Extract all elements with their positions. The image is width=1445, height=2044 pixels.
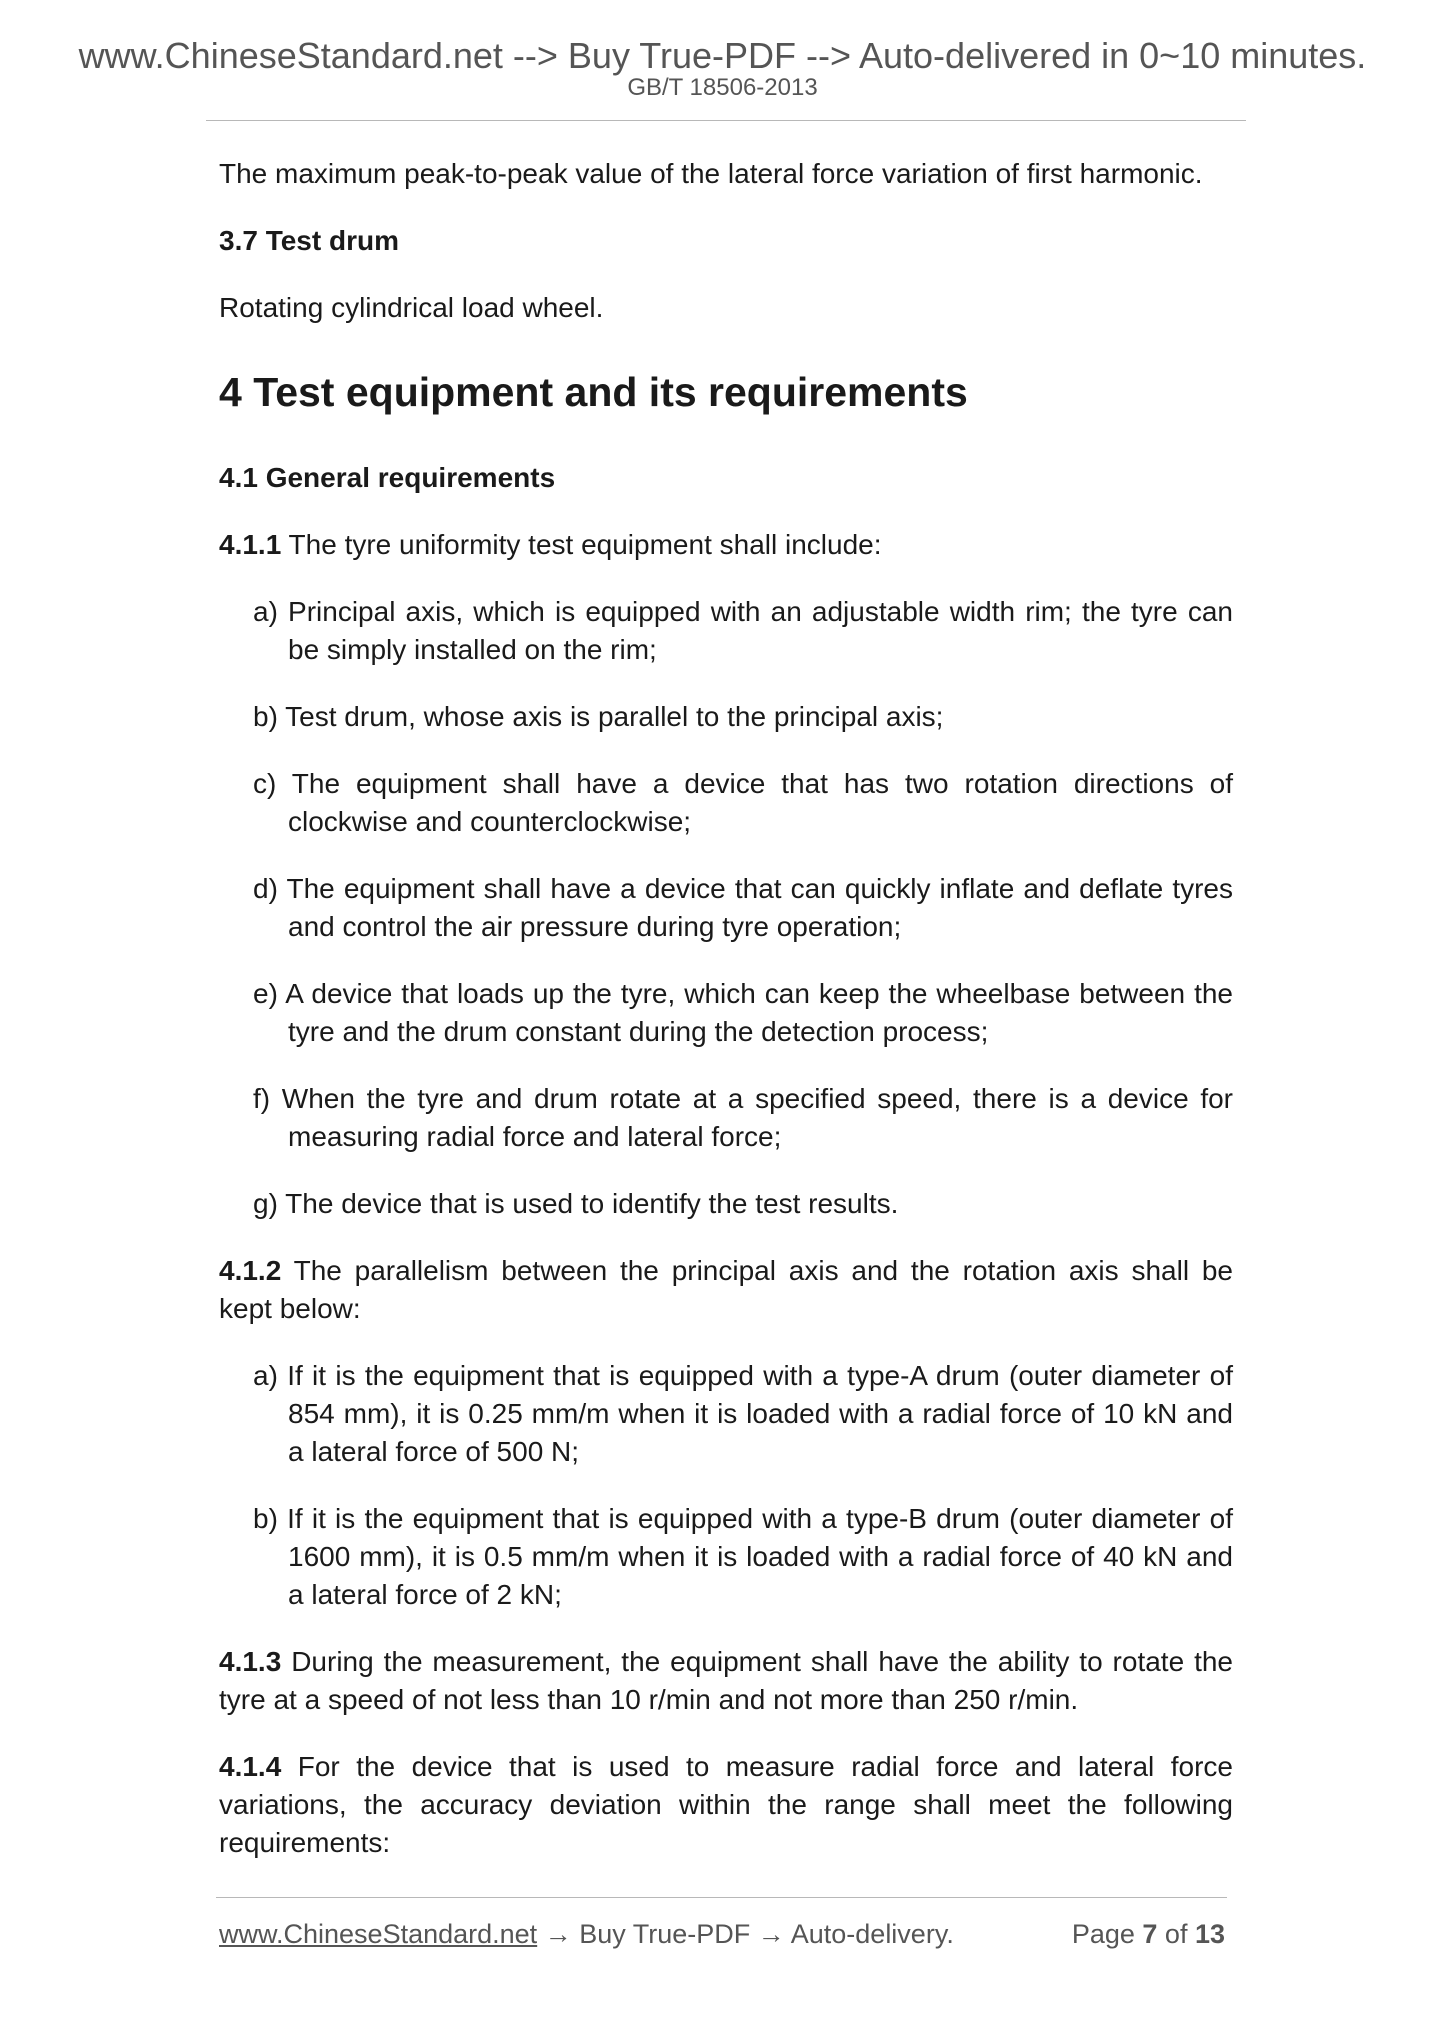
list-item-4-1-1-e: e) A device that loads up the tyre, which can keep the wheelbase between the tyre and the drum constant during the detection process; bbox=[253, 978, 1233, 1047]
page-content bbox=[219, 155, 1233, 1862]
section-4-1-heading: 4.1 General requirements bbox=[219, 462, 556, 493]
footer-divider bbox=[216, 1897, 1227, 1898]
clause-text: The tyre uniformity test equipment shall include: bbox=[281, 529, 882, 560]
list-item-4-1-1-f: f) When the tyre and drum rotate at a specified speed, there is a device for measuring radial force and lateral force; bbox=[253, 1083, 1233, 1152]
clause-4-1-2 bbox=[219, 1252, 1233, 1328]
page-footer bbox=[219, 1917, 1225, 1951]
footer-promo-text: → Buy True-PDF → Auto-delivery. bbox=[537, 1919, 954, 1949]
list-item-4-1-1-a: a) Principal axis, which is equipped with an adjustable width rim; the tyre can be simply installed on the rim; bbox=[253, 596, 1233, 665]
footer-promo bbox=[219, 1917, 954, 1951]
clause-text: For the device that is used to measure radial force and lateral force variations, the accuracy deviation within the range shall meet the following requirements: bbox=[219, 1751, 1233, 1858]
page-indicator bbox=[1072, 1917, 1225, 1951]
page-label: Page bbox=[1071, 1919, 1143, 1949]
list-item-4-1-1-g: g) The device that is used to identify the test results. bbox=[253, 1188, 899, 1219]
list-item-4-1-1-b: b) Test drum, whose axis is parallel to the principal axis; bbox=[253, 701, 944, 732]
intro-paragraph: The maximum peak-to-peak value of the lateral force variation of first harmonic. bbox=[219, 158, 1203, 189]
list-item-4-1-1-c: c) The equipment shall have a device that has two rotation directions of clockwise and counterclockwise; bbox=[253, 768, 1233, 837]
clause-text: The parallelism between the principal axis and the rotation axis shall be kept below: bbox=[219, 1255, 1233, 1324]
promo-banner: www.ChineseStandard.net --> Buy True-PDF --> Auto-delivered in 0~10 minutes. bbox=[78, 35, 1367, 76]
list-item-4-1-2-b: b) If it is the equipment that is equipped with a type-B drum (outer diameter of 1600 mm), it is 0.5 mm/m when it is loaded with a radial force of 40 kN and a lateral force of 2 kN; bbox=[253, 1503, 1233, 1610]
clause-4-1-1 bbox=[219, 526, 1233, 564]
page-total: 13 bbox=[1194, 1919, 1225, 1949]
section-3-7-text: Rotating cylindrical load wheel. bbox=[219, 292, 604, 323]
page-current: 7 bbox=[1142, 1919, 1158, 1949]
standard-code: GB/T 18506-2013 bbox=[627, 74, 818, 101]
list-item-4-1-1-d: d) The equipment shall have a device that can quickly inflate and deflate tyres and control the air pressure during tyre operation; bbox=[253, 873, 1233, 942]
section-3-7-heading: 3.7 Test drum bbox=[219, 225, 399, 256]
clause-4-1-4 bbox=[219, 1748, 1233, 1862]
clause-number: 4.1.1 bbox=[219, 529, 282, 560]
clause-number: 4.1.3 bbox=[219, 1646, 282, 1677]
footer-site-link[interactable]: www.ChineseStandard.net bbox=[219, 1919, 538, 1949]
clause-text: During the measurement, the equipment shall have the ability to rotate the tyre at a speed of not less than 10 r/min and not more than 250 r/min. bbox=[219, 1646, 1233, 1715]
list-item-4-1-2-a: a) If it is the equipment that is equipped with a type-A drum (outer diameter of 854 mm), it is 0.25 mm/m when it is loaded with a radial force of 10 kN and a lateral force of 500 N; bbox=[253, 1360, 1233, 1467]
clause-number: 4.1.4 bbox=[219, 1751, 282, 1782]
header-divider bbox=[206, 120, 1246, 121]
page-of: of bbox=[1157, 1919, 1195, 1949]
clause-number: 4.1.2 bbox=[219, 1255, 282, 1286]
section-4-heading: 4 Test equipment and its requirements bbox=[219, 369, 968, 415]
clause-4-1-3 bbox=[219, 1643, 1233, 1719]
